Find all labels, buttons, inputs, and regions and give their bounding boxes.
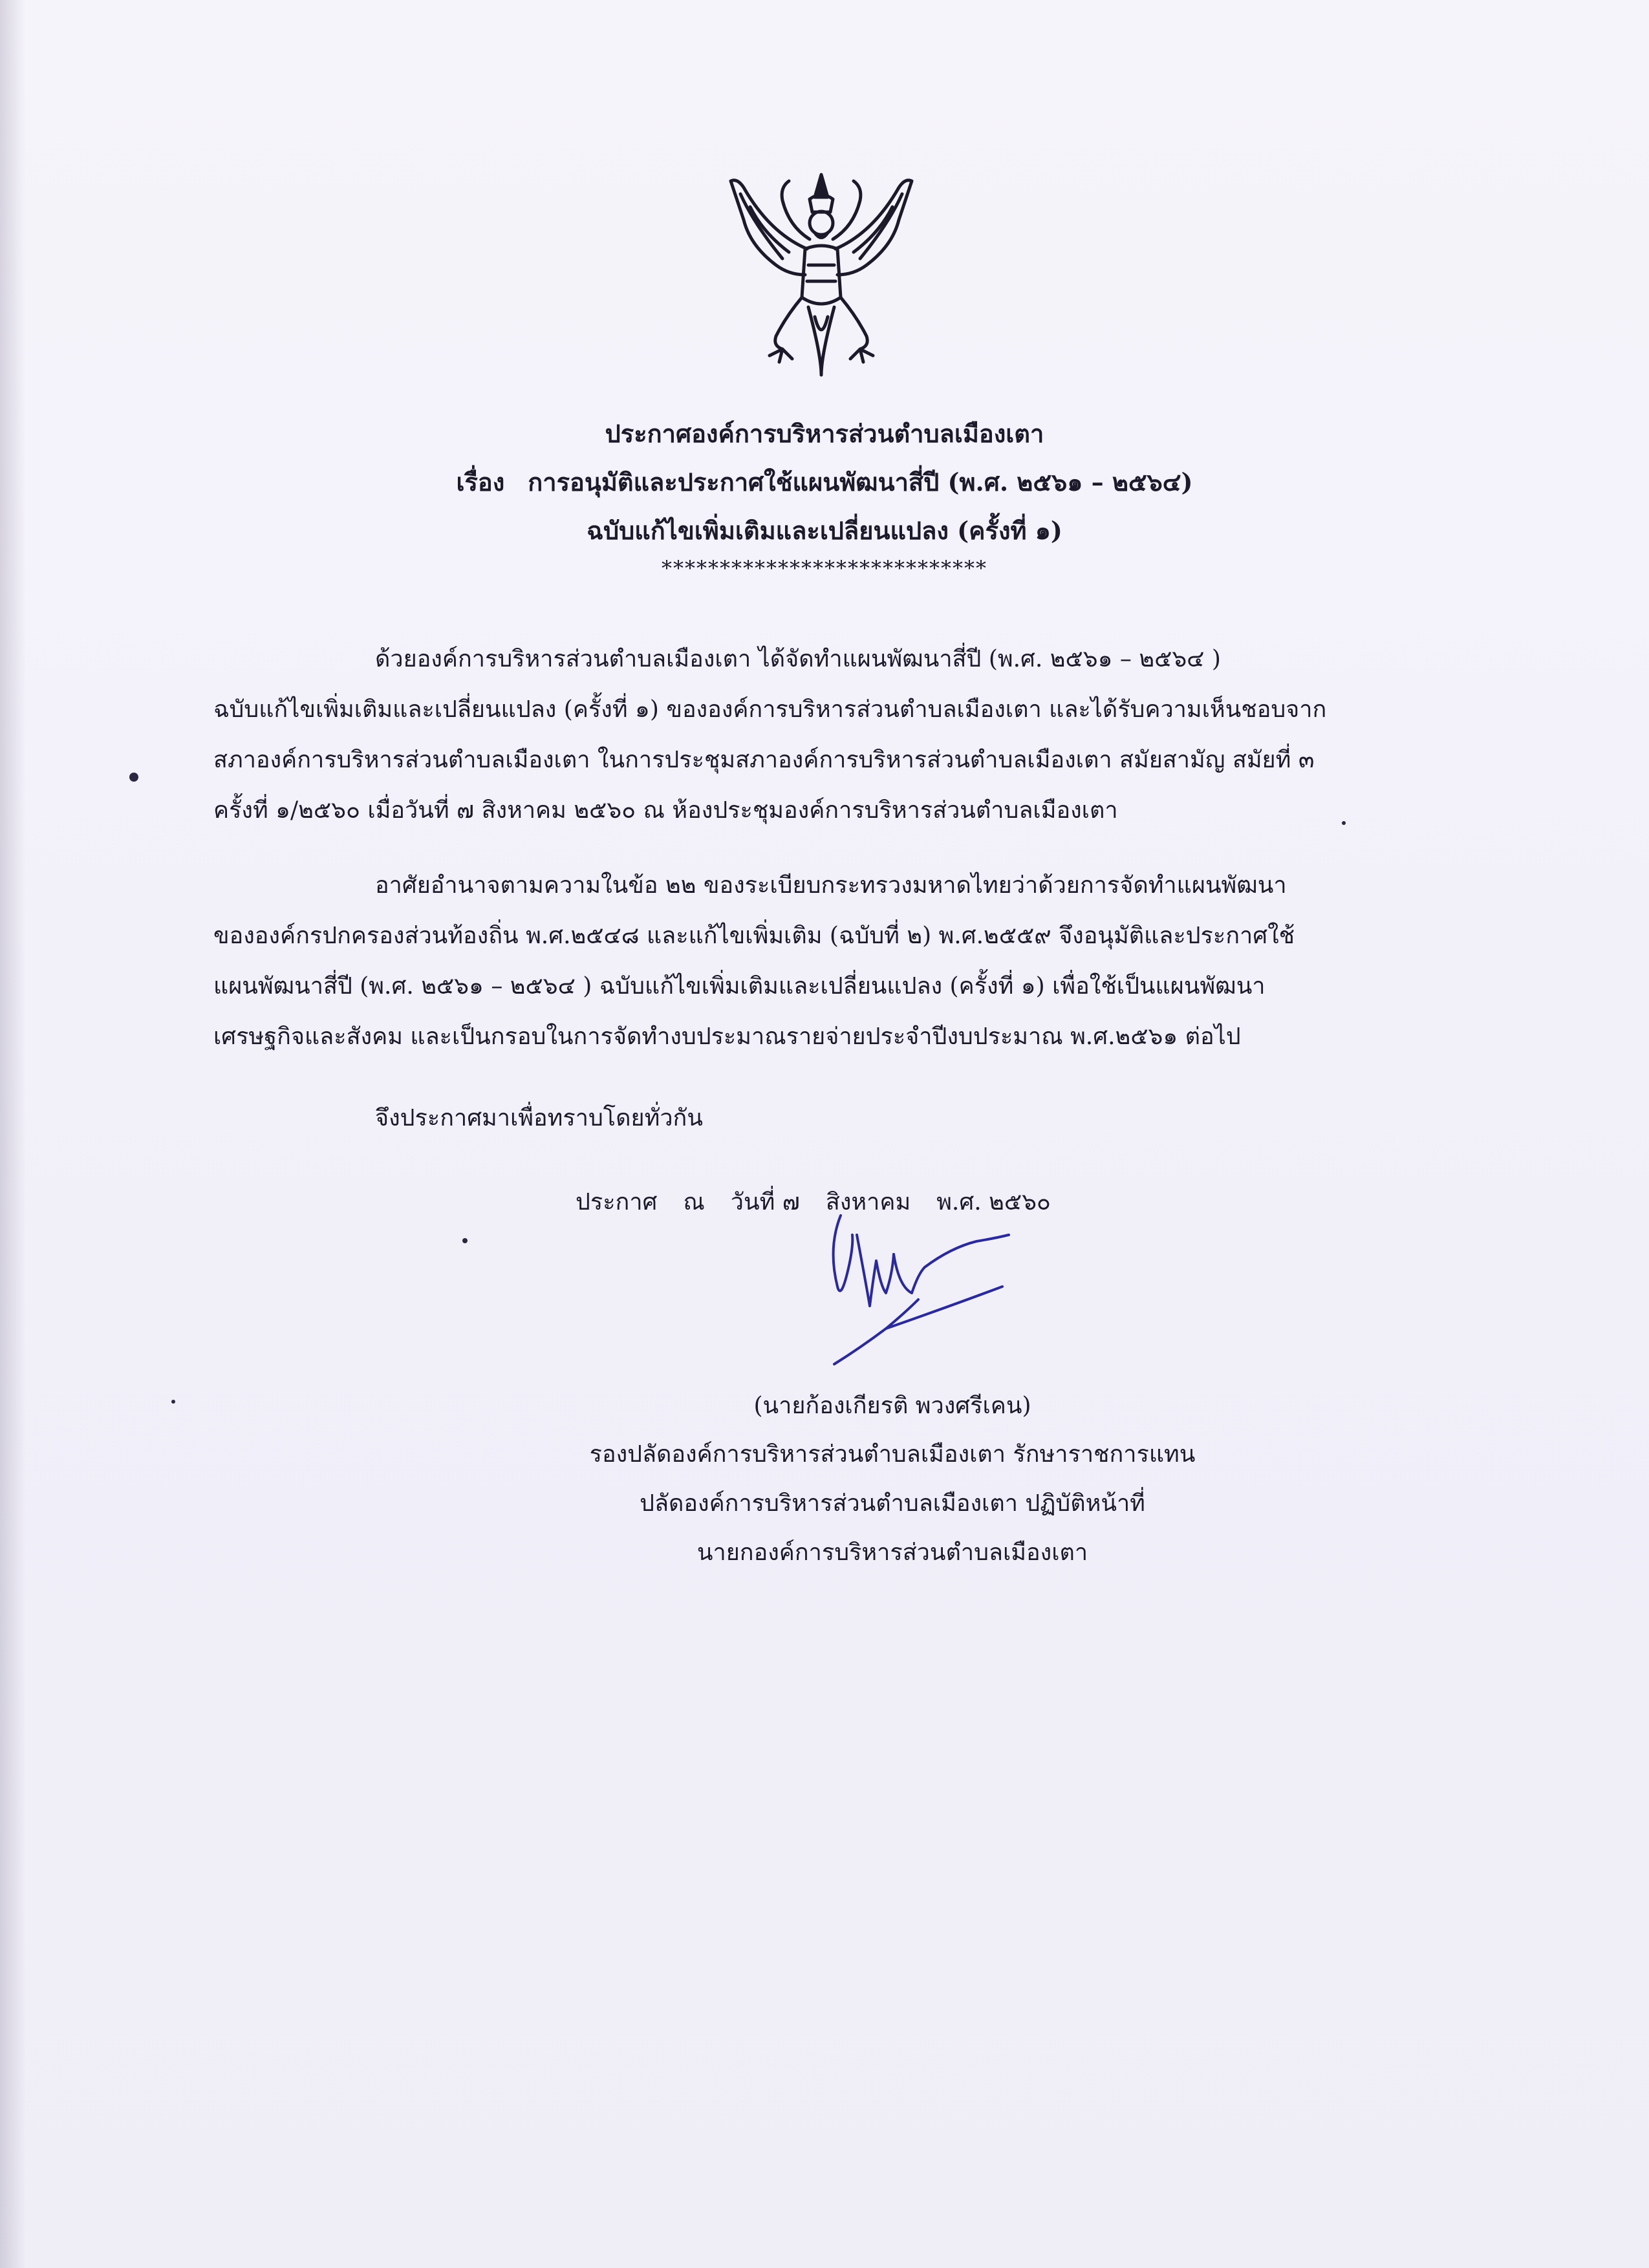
- paragraph2-line2: ขององค์กรปกครองส่วนท้องถิ่น พ.ศ.๒๕๔๘ และแก้ไขเพิ่มเติม (ฉบับที่ ๒) พ.ศ.๒๕๕๙ จึงอนุมัติและประกาศใช้: [213, 923, 1295, 949]
- scan-speck: [171, 1400, 175, 1404]
- paragraph1-line1: ด้วยองค์การบริหารส่วนตำบลเมืองเตา ได้จัดทำแผนพัฒนาสี่ปี (พ.ศ. ๒๕๖๑ – ๒๕๖๔ ): [375, 646, 1221, 672]
- date-month: สิงหาคม: [825, 1189, 911, 1215]
- separator-stars: ****************************: [662, 556, 987, 581]
- paragraph1-line4: ครั้งที่ ๑/๒๕๖๐ เมื่อวันที่ ๗ สิงหาคม ๒๕๖๐ ณ ห้องประชุมองค์การบริหารส่วนตำบลเมืองเตา: [213, 797, 1118, 824]
- date-label: ประกาศ: [576, 1189, 658, 1215]
- date-day: วันที่ ๗: [730, 1189, 800, 1215]
- signatory-position-1: รองปลัดองค์การบริหารส่วนตำบลเมืองเตา รักษาราชการแทน: [589, 1441, 1196, 1468]
- signatory-position-3: นายกองค์การบริหารส่วนตำบลเมืองเตา: [696, 1539, 1088, 1566]
- subject-text: การอนุมัติและประกาศใช้แผนพัฒนาสี่ปี (พ.ศ. ๒๕๖๑ – ๒๕๖๔): [528, 467, 1193, 497]
- paragraph2-line3: แผนพัฒนาสี่ปี (พ.ศ. ๒๕๖๑ – ๒๕๖๔ ) ฉบับแก้ไขเพิ่มเติมและเปลี่ยนแปลง (ครั้งที่ ๑) เพื่อใช้เป็นแผนพัฒนา: [213, 973, 1266, 1000]
- scan-edge-shadow: [0, 0, 26, 2268]
- scan-speck: [462, 1238, 468, 1243]
- signatory-name: (นายก้องเกียรติ พวงศรีเคน): [753, 1393, 1031, 1419]
- scan-speck: [129, 773, 138, 782]
- paragraph2-line4: เศรษฐกิจและสังคม และเป็นกรอบในการจัดทำงบประมาณรายจ่ายประจำปีงบประมาณ พ.ศ.๒๕๖๑ ต่อไป: [213, 1023, 1241, 1050]
- signatory-position-2: ปลัดองค์การบริหารส่วนตำบลเมืองเตา ปฏิบัติหน้าที่: [640, 1490, 1145, 1517]
- closing-line: จึงประกาศมาเพื่อทราบโดยทั่วกัน: [375, 1105, 703, 1131]
- document-title: ประกาศองค์การบริหารส่วนตำบลเมืองเตา: [605, 419, 1044, 448]
- paragraph1-line2: ฉบับแก้ไขเพิ่มเติมและเปลี่ยนแปลง (ครั้งที่ ๑) ขององค์การบริหารส่วนตำบลเมืองเตา และได้รับความเห็นชอบจาก: [213, 696, 1327, 723]
- date-year: พ.ศ. ๒๕๖๐: [936, 1189, 1051, 1215]
- handwritten-signature: [821, 1209, 1093, 1377]
- paragraph1-line3: สภาองค์การบริหารส่วนตำบลเมืองเตา ในการประชุมสภาองค์การบริหารส่วนตำบลเมืองเตา สมัยสามัญ สมัยที่ ๓: [213, 747, 1315, 773]
- garuda-emblem-icon: [718, 162, 925, 381]
- date-at: ณ: [683, 1189, 705, 1215]
- subject-label: เรื่อง: [456, 467, 505, 497]
- document-subtitle: ฉบับแก้ไขเพิ่มเติมและเปลี่ยนแปลง (ครั้งที่ ๑): [587, 516, 1062, 545]
- paragraph2-line1: อาศัยอำนาจตามความในข้อ ๒๒ ของระเบียบกระทรวงมหาดไทยว่าด้วยการจัดทำแผนพัฒนา: [375, 872, 1287, 899]
- scan-speck: [1342, 821, 1346, 825]
- subject-line: [0, 462, 1649, 502]
